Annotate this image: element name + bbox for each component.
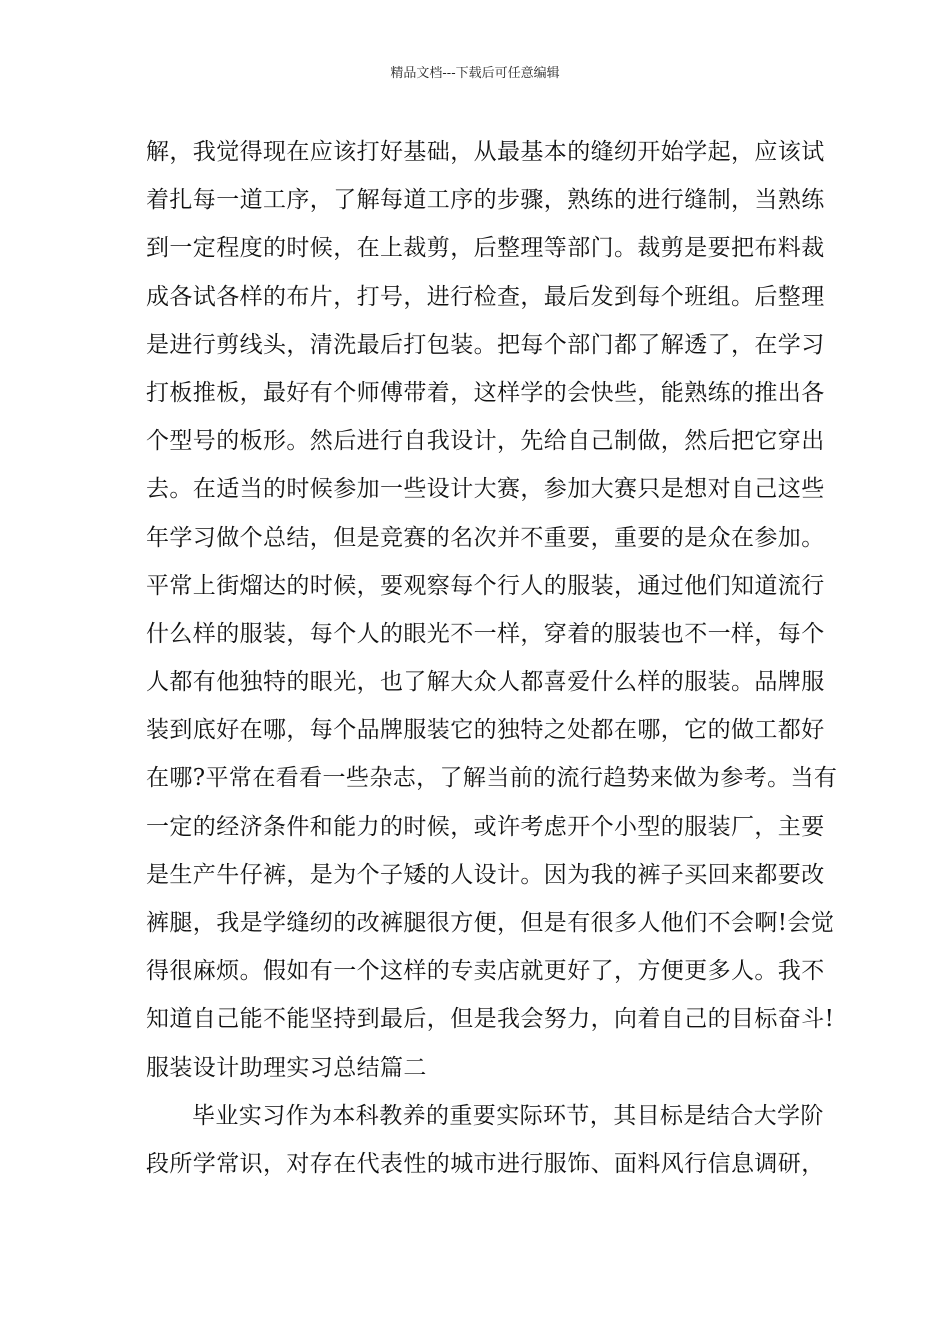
document-body [146, 130, 838, 1190]
page-header: 精品文档---下载后可任意编辑 [390, 66, 560, 81]
section-title: 服装设计助理实习总结篇二 [146, 1054, 427, 1081]
body-line: 装到底好在哪，每个品牌服装它的独特之处都在哪，它的做工都好 [146, 717, 825, 744]
body-line: 知道自己能不能坚持到最后，但是我会努力，向着自己的目标奋斗! [146, 1006, 835, 1033]
body-line: 打板推板，最好有个师傅带着，这样学的会快些，能熟练的推出各 [146, 379, 825, 406]
body-line: 年学习做个总结，但是竞赛的名次并不重要，重要的是众在参加。 [146, 524, 825, 551]
body-line: 是生产牛仔裤，是为个子矮的人设计。因为我的裤子买回来都要改 [146, 861, 825, 888]
body-line: 着扎每一道工序，了解每道工序的步骤，熟练的进行缝制，当熟练 [146, 187, 825, 214]
body-line: 解，我觉得现在应该打好基础，从最基本的缝纫开始学起，应该试 [146, 139, 825, 165]
body-line: 什么样的服装，每个人的眼光不一样，穿着的服装也不一样，每个 [146, 620, 825, 647]
body-line: 去。在适当的时候参加一些设计大赛，参加大赛只是想对自己这些 [146, 476, 825, 503]
body-line: 段所学常识，对存在代表性的城市进行服饰、面料风行信息调研， [146, 1150, 825, 1177]
body-line: 是进行剪线头，清洗最后打包装。把每个部门都了解透了，在学习 [146, 331, 825, 358]
body-line: 平常上街熘达的时候，要观察每个行人的服装，通过他们知道流行 [146, 572, 825, 599]
body-line: 毕业实习作为本科教养的重要实际环节，其目标是结合大学阶 [192, 1102, 824, 1129]
body-line: 到一定程度的时候，在上裁剪，后整理等部门。裁剪是要把布料裁 [146, 235, 825, 262]
body-line: 裤腿，我是学缝纫的改裤腿很方便，但是有很多人他们不会啊!会觉 [146, 910, 835, 936]
body-line: 在哪?平常在看看一些杂志，了解当前的流行趋势来做为参考。当有 [146, 765, 838, 792]
body-line: 人都有他独特的眼光，也了解大众人都喜爱什么样的服装。品牌服 [146, 669, 825, 696]
body-line: 成各试各样的布片，打号，进行检查，最后发到每个班组。后整理 [146, 283, 825, 310]
body-line: 一定的经济条件和能力的时候，或许考虑开个小型的服装厂，主要 [146, 813, 825, 840]
body-line: 个型号的板形。然后进行自我设计，先给自己制做，然后把它穿出 [146, 428, 825, 455]
body-line: 得很麻烦。假如有一个这样的专卖店就更好了，方便更多人。我不 [146, 958, 825, 985]
